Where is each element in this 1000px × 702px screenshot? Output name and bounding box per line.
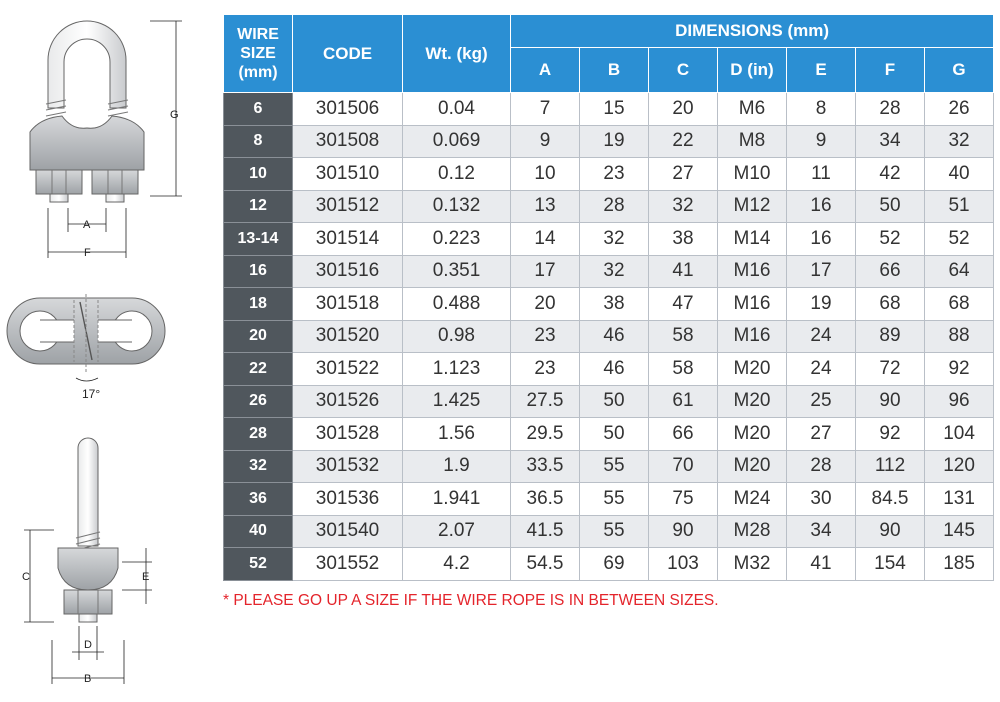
- cell-c: 27: [649, 158, 718, 191]
- cell-b: 19: [580, 125, 649, 158]
- cell-b: 46: [580, 320, 649, 353]
- table-row: [224, 320, 994, 353]
- table-row: [224, 548, 994, 581]
- cell-a: 27.5: [511, 385, 580, 418]
- specification-table: [223, 14, 994, 581]
- cell-g: 64: [925, 255, 994, 288]
- cell-g: 92: [925, 353, 994, 386]
- cell-c: 58: [649, 320, 718, 353]
- table-row: [224, 93, 994, 126]
- dim-label-f: F: [84, 247, 91, 259]
- cell-wt: 0.132: [403, 190, 511, 223]
- cell-e: 41: [787, 548, 856, 581]
- cell-size: 26: [224, 385, 293, 418]
- cell-wt: 1.56: [403, 418, 511, 451]
- cell-g: 40: [925, 158, 994, 191]
- cell-code: 301512: [293, 190, 403, 223]
- cell-d: M10: [718, 158, 787, 191]
- cell-g: 26: [925, 93, 994, 126]
- cell-a: 23: [511, 353, 580, 386]
- sizing-note: * PLEASE GO UP A SIZE IF THE WIRE ROPE IS IN BETWEEN SIZES.: [223, 592, 719, 609]
- cell-wt: 0.223: [403, 223, 511, 256]
- cell-size: 52: [224, 548, 293, 581]
- header-dimensions: DIMENSIONS (mm): [511, 15, 994, 48]
- cell-code: 301508: [293, 125, 403, 158]
- cell-b: 50: [580, 385, 649, 418]
- cell-code: 301522: [293, 353, 403, 386]
- cell-c: 90: [649, 515, 718, 548]
- cell-d: M20: [718, 418, 787, 451]
- cell-a: 54.5: [511, 548, 580, 581]
- cell-b: 55: [580, 450, 649, 483]
- cell-e: 19: [787, 288, 856, 321]
- cell-e: 16: [787, 190, 856, 223]
- cell-a: 14: [511, 223, 580, 256]
- cell-a: 17: [511, 255, 580, 288]
- cell-wt: 2.07: [403, 515, 511, 548]
- cell-c: 41: [649, 255, 718, 288]
- cell-a: 7: [511, 93, 580, 126]
- cell-f: 112: [856, 450, 925, 483]
- cell-size: 6: [224, 93, 293, 126]
- cell-g: 52: [925, 223, 994, 256]
- cell-wt: 0.98: [403, 320, 511, 353]
- cell-size: 32: [224, 450, 293, 483]
- cell-e: 25: [787, 385, 856, 418]
- table-row: [224, 255, 994, 288]
- cell-size: 10: [224, 158, 293, 191]
- table-row: [224, 125, 994, 158]
- cell-e: 27: [787, 418, 856, 451]
- header-dim-b: B: [580, 48, 649, 93]
- cell-d: M6: [718, 93, 787, 126]
- cell-c: 22: [649, 125, 718, 158]
- cell-wt: 0.04: [403, 93, 511, 126]
- front-view-drawing: [30, 21, 182, 259]
- cell-e: 28: [787, 450, 856, 483]
- cell-d: M20: [718, 353, 787, 386]
- cell-c: 58: [649, 353, 718, 386]
- header-wire-size: WIRE SIZE (mm): [224, 15, 293, 93]
- cell-g: 32: [925, 125, 994, 158]
- cell-b: 32: [580, 223, 649, 256]
- cell-c: 61: [649, 385, 718, 418]
- cell-size: 36: [224, 483, 293, 516]
- cell-size: 12: [224, 190, 293, 223]
- cell-f: 84.5: [856, 483, 925, 516]
- cell-d: M20: [718, 385, 787, 418]
- cell-f: 68: [856, 288, 925, 321]
- table-row: [224, 353, 994, 386]
- table-row: [224, 385, 994, 418]
- cell-e: 24: [787, 320, 856, 353]
- cell-f: 154: [856, 548, 925, 581]
- cell-g: 96: [925, 385, 994, 418]
- cell-g: 104: [925, 418, 994, 451]
- cell-c: 38: [649, 223, 718, 256]
- cell-code: 301540: [293, 515, 403, 548]
- cell-g: 51: [925, 190, 994, 223]
- table-row: [224, 450, 994, 483]
- cell-g: 68: [925, 288, 994, 321]
- cell-c: 32: [649, 190, 718, 223]
- cell-b: 28: [580, 190, 649, 223]
- cell-e: 8: [787, 93, 856, 126]
- cell-a: 36.5: [511, 483, 580, 516]
- cell-b: 46: [580, 353, 649, 386]
- cell-e: 30: [787, 483, 856, 516]
- cell-code: 301518: [293, 288, 403, 321]
- cell-f: 90: [856, 385, 925, 418]
- top-view-drawing: [7, 294, 165, 401]
- cell-c: 70: [649, 450, 718, 483]
- cell-a: 33.5: [511, 450, 580, 483]
- dim-label-b: B: [84, 673, 92, 685]
- cell-f: 42: [856, 158, 925, 191]
- table-row: [224, 223, 994, 256]
- cell-e: 17: [787, 255, 856, 288]
- cell-code: 301520: [293, 320, 403, 353]
- header-dim-f: F: [856, 48, 925, 93]
- cell-f: 92: [856, 418, 925, 451]
- header-dim-d: D (in): [718, 48, 787, 93]
- header-dim-a: A: [511, 48, 580, 93]
- side-view-drawing: [22, 438, 152, 685]
- cell-wt: 0.12: [403, 158, 511, 191]
- cell-e: 9: [787, 125, 856, 158]
- cell-wt: 1.425: [403, 385, 511, 418]
- cell-wt: 4.2: [403, 548, 511, 581]
- cell-a: 13: [511, 190, 580, 223]
- cell-c: 75: [649, 483, 718, 516]
- cell-size: 20: [224, 320, 293, 353]
- cell-size: 40: [224, 515, 293, 548]
- dim-label-g: G: [170, 109, 179, 121]
- cell-wt: 1.123: [403, 353, 511, 386]
- cell-e: 24: [787, 353, 856, 386]
- cell-g: 185: [925, 548, 994, 581]
- cell-f: 50: [856, 190, 925, 223]
- cell-size: 28: [224, 418, 293, 451]
- cell-d: M12: [718, 190, 787, 223]
- cell-d: M20: [718, 450, 787, 483]
- cell-code: 301536: [293, 483, 403, 516]
- cell-wt: 1.9: [403, 450, 511, 483]
- header-dim-c: C: [649, 48, 718, 93]
- table-row: [224, 418, 994, 451]
- table-row: [224, 515, 994, 548]
- cell-g: 131: [925, 483, 994, 516]
- cell-code: 301532: [293, 450, 403, 483]
- cell-d: M16: [718, 288, 787, 321]
- cell-d: M24: [718, 483, 787, 516]
- cell-wt: 0.488: [403, 288, 511, 321]
- cell-a: 9: [511, 125, 580, 158]
- cell-e: 11: [787, 158, 856, 191]
- dim-label-d: D: [84, 639, 92, 651]
- cell-size: 8: [224, 125, 293, 158]
- table-row: [224, 190, 994, 223]
- cell-code: 301526: [293, 385, 403, 418]
- cell-e: 34: [787, 515, 856, 548]
- header-dim-g: G: [925, 48, 994, 93]
- cell-a: 41.5: [511, 515, 580, 548]
- table-row: [224, 483, 994, 516]
- cell-f: 72: [856, 353, 925, 386]
- table-body: [224, 93, 994, 581]
- cell-c: 47: [649, 288, 718, 321]
- cell-b: 32: [580, 255, 649, 288]
- cell-b: 55: [580, 515, 649, 548]
- cell-d: M16: [718, 320, 787, 353]
- cell-g: 145: [925, 515, 994, 548]
- cell-d: M32: [718, 548, 787, 581]
- cell-size: 13-14: [224, 223, 293, 256]
- cell-b: 50: [580, 418, 649, 451]
- header-dim-e: E: [787, 48, 856, 93]
- cell-a: 20: [511, 288, 580, 321]
- cell-b: 69: [580, 548, 649, 581]
- cell-a: 10: [511, 158, 580, 191]
- cell-f: 89: [856, 320, 925, 353]
- cell-code: 301552: [293, 548, 403, 581]
- table-row: [224, 288, 994, 321]
- cell-size: 18: [224, 288, 293, 321]
- dim-label-a: A: [83, 219, 91, 231]
- cell-code: 301516: [293, 255, 403, 288]
- cell-code: 301528: [293, 418, 403, 451]
- cell-g: 120: [925, 450, 994, 483]
- cell-c: 66: [649, 418, 718, 451]
- dim-label-c: C: [22, 571, 30, 583]
- cell-f: 28: [856, 93, 925, 126]
- header-code: CODE: [293, 15, 403, 93]
- cell-size: 16: [224, 255, 293, 288]
- cell-b: 55: [580, 483, 649, 516]
- cell-g: 88: [925, 320, 994, 353]
- cell-b: 23: [580, 158, 649, 191]
- cell-wt: 0.351: [403, 255, 511, 288]
- cell-b: 15: [580, 93, 649, 126]
- cell-f: 66: [856, 255, 925, 288]
- header-weight: Wt. (kg): [403, 15, 511, 93]
- cell-d: M14: [718, 223, 787, 256]
- cell-f: 52: [856, 223, 925, 256]
- cell-d: M16: [718, 255, 787, 288]
- wire-rope-clip-drawings: [0, 0, 215, 702]
- cell-f: 90: [856, 515, 925, 548]
- cell-a: 29.5: [511, 418, 580, 451]
- cell-code: 301514: [293, 223, 403, 256]
- cell-d: M8: [718, 125, 787, 158]
- cell-wt: 0.069: [403, 125, 511, 158]
- cell-e: 16: [787, 223, 856, 256]
- cell-code: 301506: [293, 93, 403, 126]
- cell-c: 20: [649, 93, 718, 126]
- cell-f: 34: [856, 125, 925, 158]
- cell-d: M28: [718, 515, 787, 548]
- cell-size: 22: [224, 353, 293, 386]
- cell-wt: 1.941: [403, 483, 511, 516]
- cell-a: 23: [511, 320, 580, 353]
- cell-b: 38: [580, 288, 649, 321]
- angle-label: 17°: [82, 387, 101, 401]
- cell-c: 103: [649, 548, 718, 581]
- table-row: [224, 158, 994, 191]
- cell-code: 301510: [293, 158, 403, 191]
- dim-label-e: E: [142, 571, 150, 583]
